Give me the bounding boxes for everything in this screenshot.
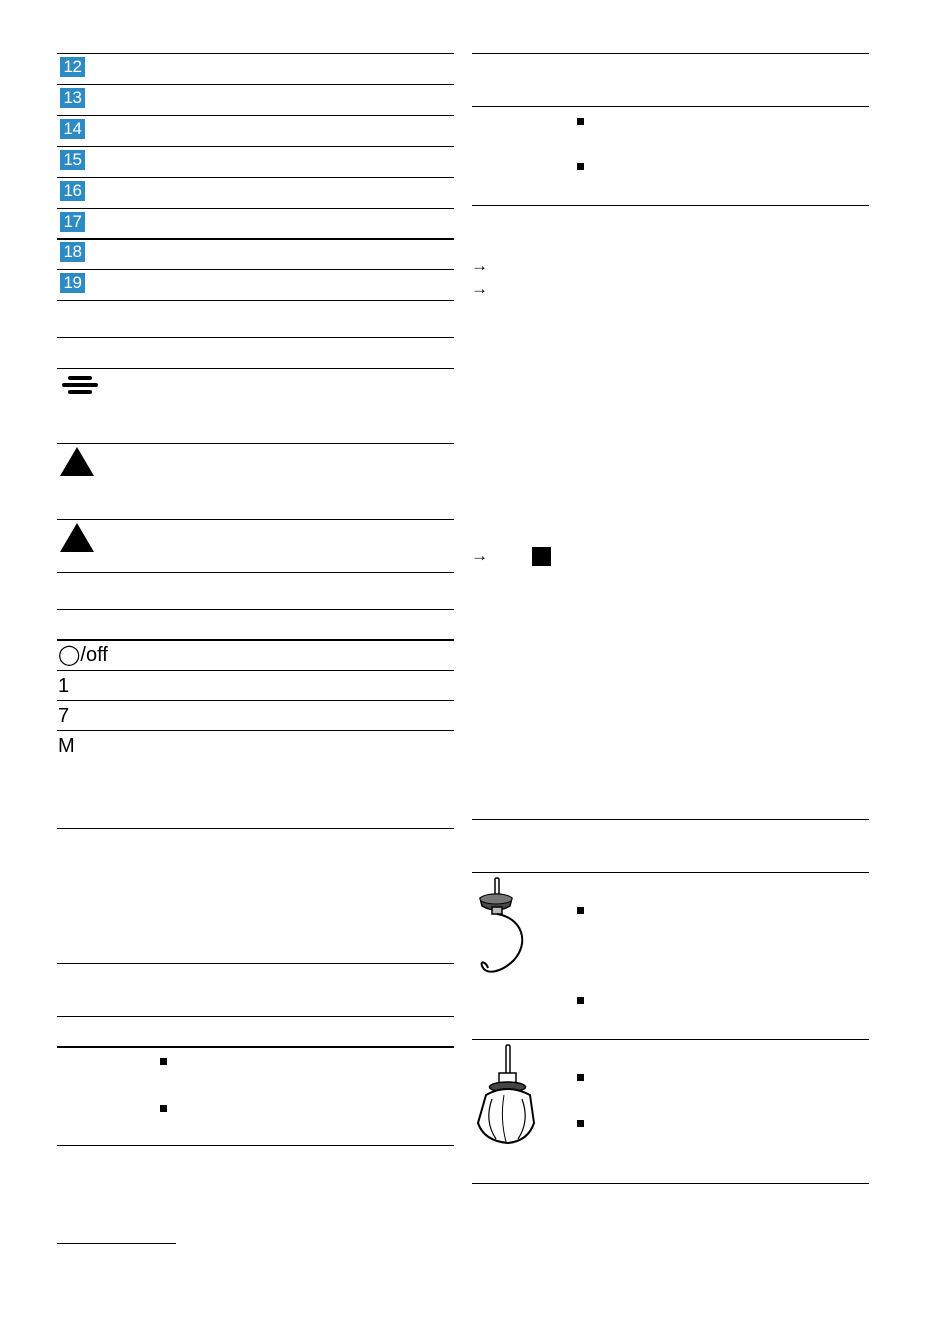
table-rule	[472, 1183, 869, 1184]
arrow-right-icon: →	[471, 546, 488, 565]
part-number-18: 18	[60, 242, 85, 262]
warning-triangle-icon	[60, 523, 94, 552]
table-rule	[57, 208, 454, 209]
part-number-14: 14	[60, 119, 85, 139]
setting-symbol-1: 1	[58, 675, 70, 697]
table-rule	[57, 1145, 454, 1146]
table-rule	[472, 1039, 869, 1040]
table-rule	[57, 670, 454, 671]
list-bullet	[577, 1120, 584, 1127]
list-bullet	[577, 907, 584, 914]
table-rule	[57, 730, 454, 731]
table-rule	[57, 177, 454, 178]
table-rule	[57, 337, 454, 338]
table-rule	[57, 115, 454, 116]
warning-triangle-icon	[60, 447, 94, 476]
list-bullet	[577, 163, 584, 170]
list-bullet	[577, 118, 584, 125]
table-rule	[57, 269, 454, 270]
table-rule	[57, 84, 454, 85]
arrow-right-icon: →	[471, 279, 488, 298]
setting-symbol-m: M	[58, 735, 75, 757]
part-number-13: 13	[60, 88, 85, 108]
table-rule	[472, 205, 869, 206]
blending-attachment-icon	[472, 1043, 542, 1145]
table-rule	[472, 872, 869, 873]
table-rule	[57, 963, 454, 964]
table-rule	[57, 828, 454, 829]
list-bullet	[577, 997, 584, 1004]
table-rule	[57, 639, 454, 641]
part-number-19: 19	[60, 273, 85, 293]
list-bullet	[577, 1074, 584, 1081]
kneading-hook-icon	[474, 876, 534, 978]
table-rule	[57, 53, 454, 54]
table-rule	[57, 609, 454, 610]
menu-lines-icon	[62, 376, 100, 396]
table-rule	[57, 1016, 454, 1017]
setting-symbol-off: ◯/off	[58, 644, 108, 666]
table-rule	[57, 146, 454, 147]
table-rule	[57, 1046, 454, 1048]
table-rule	[57, 368, 454, 369]
list-bullet	[160, 1105, 167, 1112]
table-rule	[472, 53, 869, 54]
table-rule	[57, 572, 454, 573]
setting-symbol-7: 7	[58, 705, 70, 727]
table-rule	[472, 819, 869, 820]
table-rule	[57, 300, 454, 301]
table-rule	[57, 519, 454, 520]
part-number-15: 15	[60, 150, 85, 170]
black-square-icon	[532, 547, 551, 566]
part-number-17: 17	[60, 212, 85, 232]
part-number-16: 16	[60, 181, 85, 201]
arrow-right-icon: →	[471, 256, 488, 275]
footnote-rule	[57, 1243, 176, 1244]
table-rule	[57, 443, 454, 444]
table-rule	[57, 238, 454, 240]
list-bullet	[160, 1058, 167, 1065]
part-number-12: 12	[60, 57, 85, 77]
table-rule	[472, 106, 869, 107]
table-rule	[57, 700, 454, 701]
